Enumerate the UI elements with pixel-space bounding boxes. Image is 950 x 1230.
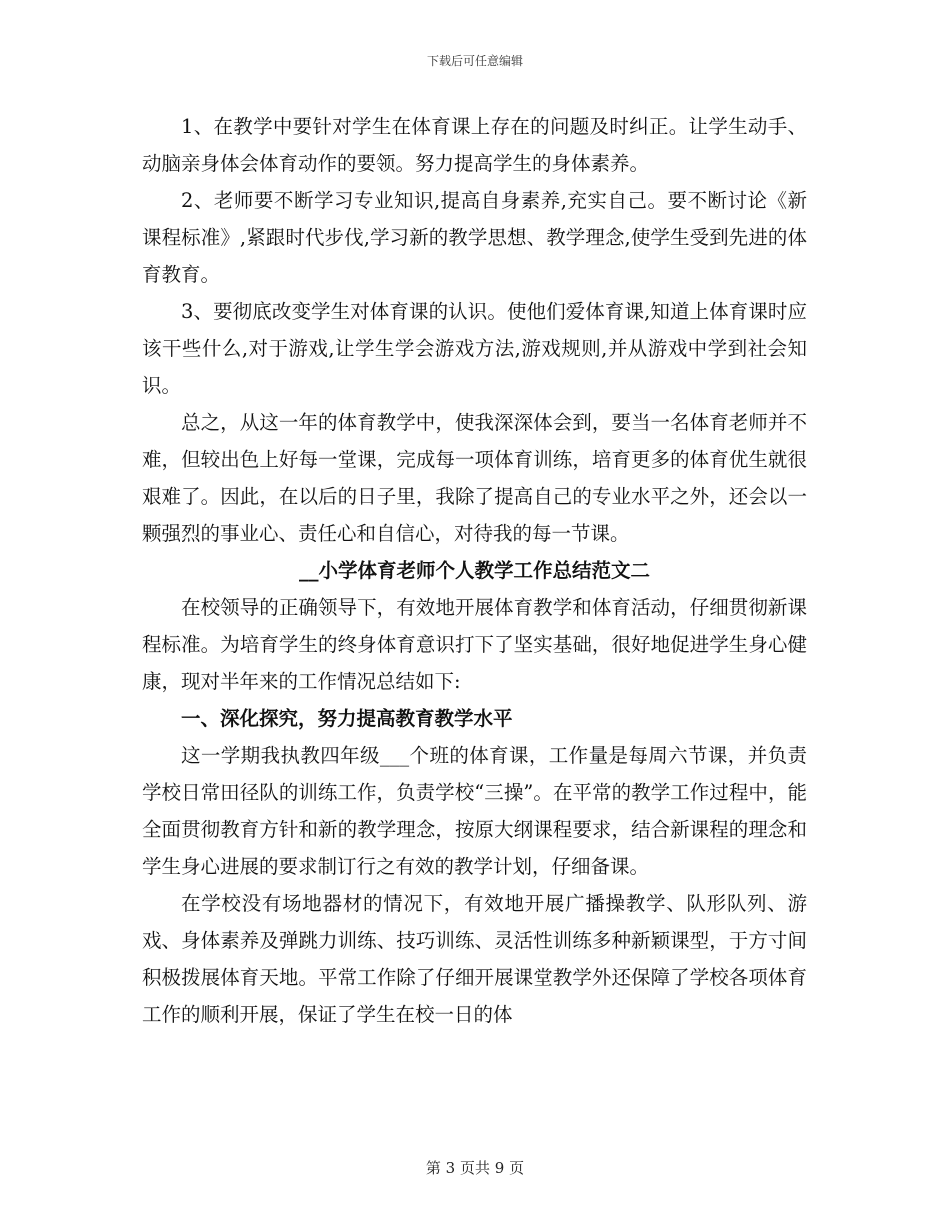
paragraph: 2、老师要不断学习专业知识,提高自身素养,充实自己。要不断讨论《新课程标准》,紧跟时代步伐,学习新的教学思想、教学理念,使学生受到先进的体育教育。 [142, 189, 807, 286]
page-header: 下载后可任意编辑 [426, 54, 523, 68]
document-body [142, 108, 807, 1033]
paragraph: 3、要彻底改变学生对体育课的认识。使他们爱体育课,知道上体育课时应该干些什么,对于游戏,让学生学会游戏方法,游戏规则,并从游戏中学到社会知识。 [142, 300, 807, 397]
section-heading: 一、深化探究，努力提高教育教学水平 [181, 707, 513, 730]
paragraph: 在学校没有场地器材的情况下，有效地开展广播操教学、队形队列、游戏、身体素养及弹跳力训练、技巧训练、灵活性训练多种新颖课型，于方寸间积极拨展体育天地。平常工作除了仔细开展课堂教学外还保障了学校各项体育工作的顺利开展，保证了学生在校一日的体 [142, 892, 807, 1026]
paragraph: 总之，从这一年的体育教学中，使我深深体会到，要当一名体育老师并不难，但较出色上好每一堂课，完成每一项体育训练，培育更多的体育优生就很艰难了。因此，在以后的日子里，我除了提高自己的专业水平之外，还会以一颗强烈的事业心、责任心和自信心，对待我的每一节课。 [142, 411, 807, 545]
paragraph: 在校领导的正确领导下，有效地开展体育教学和体育活动，仔细贯彻新课程标准。为培育学生的终身体育意识打下了坚实基础，很好地促进学生身心健康，现对半年来的工作情况总结如下: [142, 596, 807, 693]
paragraph: 1、在教学中要针对学生在体育课上存在的问题及时纠正。让学生动手、动脑亲身体会体育动作的要领。努力提高学生的身体素养。 [142, 115, 807, 175]
paragraph: 这一学期我执教四年级___个班的体育课，工作量是每周六节课，并负责学校日常田径队的训练工作，负责学校“三操”。在平常的教学工作过程中，能全面贯彻教育方针和新的教学理念，按原大纲课程要求，结合新课程的理念和学生身心进展的要求制订行之有效的教学计划，仔细备课。 [142, 744, 807, 878]
section-title: __小学体育老师个人教学工作总结范文二 [298, 559, 650, 582]
page-footer: 第 3 页共 9 页 [425, 1159, 525, 1177]
